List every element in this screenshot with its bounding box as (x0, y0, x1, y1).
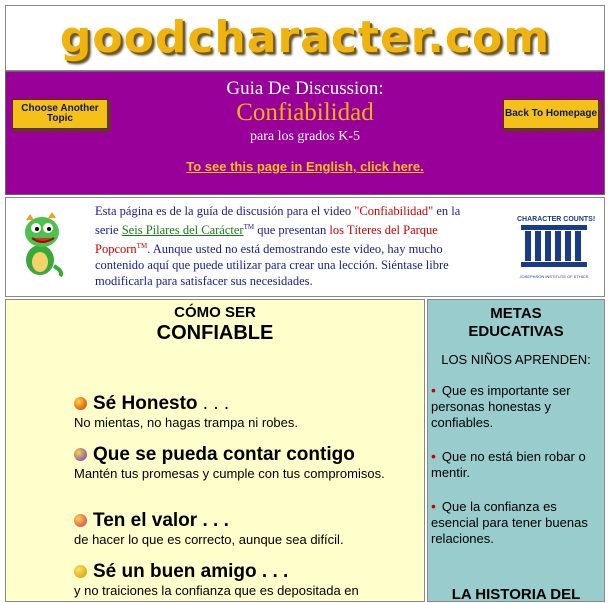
columns-icon (517, 223, 591, 269)
intro-text-1: Esta página es de la guía de discusión para el video (95, 204, 355, 218)
english-link-wrap (6, 158, 604, 176)
goal-item (431, 498, 599, 547)
trait-title: Sé Honesto (93, 393, 198, 414)
trait-description: y no traiciones la confianza que es depositada en (74, 583, 359, 598)
heading-big: CONFIABLE (156, 322, 274, 344)
title-band (5, 71, 605, 195)
puppets-name: los Títeres del Parque Popcorn (95, 223, 438, 257)
english-version-link[interactable]: To see this page in English, click here. (186, 159, 424, 174)
trait-suffix: . . . (197, 393, 230, 414)
ball-bullet-icon (74, 448, 87, 461)
intro-paragraph (95, 203, 470, 289)
heading-small: CÓMO SER (174, 304, 256, 321)
logo-banner (5, 5, 605, 71)
intro-text-3: que presentan (254, 223, 330, 238)
goals-subtitle: LOS NIÑOS APRENDEN: (441, 352, 591, 367)
video-title: "Confiabilidad" (354, 204, 434, 218)
choose-topic-button[interactable]: Choose Another Topic (12, 99, 108, 129)
intro-section (5, 197, 605, 297)
intro-text-2: en la serie (95, 204, 461, 238)
site-logo[interactable]: goodcharacter.com (59, 12, 551, 63)
back-home-button[interactable]: Back To Homepage (503, 99, 599, 129)
trait-item (74, 444, 414, 482)
trait-item (74, 561, 414, 599)
main-content (5, 299, 425, 602)
guide-heading: Guia De Discussion: (226, 78, 384, 99)
ball-bullet-icon (74, 565, 87, 578)
goals-title: METAS EDUCATIVAS (468, 305, 564, 340)
tm-mark: TM (243, 223, 255, 231)
ball-bullet-icon (74, 397, 87, 410)
six-pillars-link[interactable]: Seis Pilares del Carácter (121, 223, 244, 238)
story-heading: LA HISTORIA DEL (451, 586, 581, 603)
trait-item (74, 393, 414, 431)
ball-bullet-icon (74, 514, 87, 527)
goals-sidebar (427, 299, 605, 602)
badge-title: CHARACTER COUNTS! (517, 216, 596, 223)
bullet-icon: • (431, 498, 436, 514)
topic-title: Confiabilidad (236, 99, 374, 126)
badge-subtitle: JOSEPHSON INSTITUTE OF ETHICS (519, 274, 589, 279)
trait-title: Sé un buen amigo (93, 561, 257, 582)
intro-text-4: . Aunque usted no está demostrando este video, hay mucho contenido aquí que puede utilizar para crear una lección. Siéntase libre modificarla para satisfacer sus necesidades. (95, 242, 449, 289)
goal-item (431, 448, 599, 481)
trait-suffix: . . . (197, 510, 229, 531)
trait-item (74, 510, 414, 548)
goal-text: Que la confianza es esencial para tener buenas relaciones. (431, 499, 588, 546)
trait-suffix: . . . (256, 561, 289, 582)
dragon-mascot-icon (18, 212, 66, 278)
goal-item (431, 382, 599, 431)
trait-description: Mantén tus promesas y cumple con tus compromisos. (74, 466, 385, 481)
trait-description: de hacer lo que es correcto, aunque sea difícil. (74, 532, 344, 547)
trait-title: Que se pueda contar contigo (93, 444, 355, 465)
goal-text: Que no está bien robar o mentir. (431, 449, 586, 480)
bullet-icon: • (431, 382, 436, 398)
character-counts-logo[interactable] (517, 216, 596, 279)
grades-label: para los grados K-5 (249, 129, 361, 144)
trait-description: No mientas, no hagas trampa ni robes. (74, 415, 299, 430)
bullet-icon: • (431, 448, 436, 464)
goal-text: Que es importante ser personas honestas y confiables. (431, 383, 571, 430)
trait-title: Ten el valor (93, 510, 198, 531)
tm-mark-2: TM (136, 242, 148, 251)
